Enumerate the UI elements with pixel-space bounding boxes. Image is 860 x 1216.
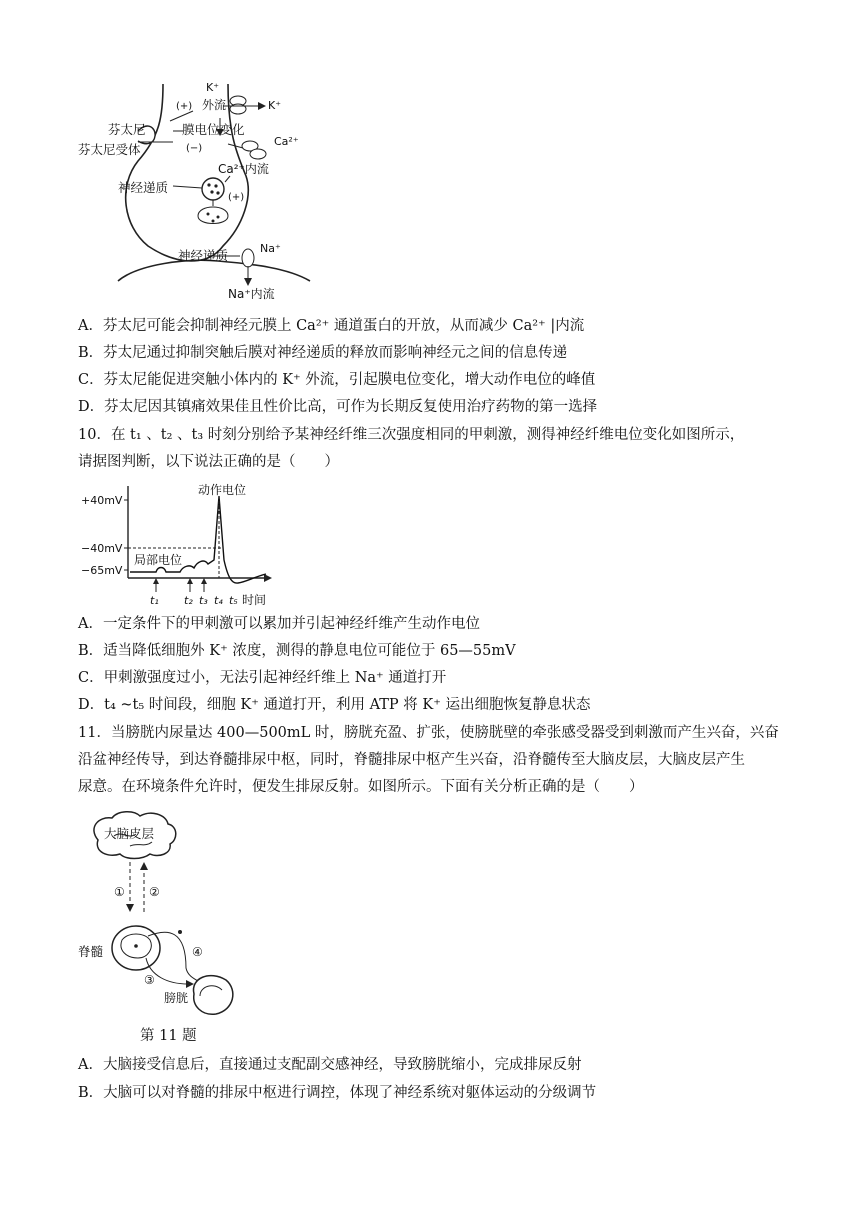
fig1-plus2: (+) (228, 192, 245, 203)
t4-label: t₄ (214, 594, 223, 607)
fig1-ca: Ca²⁺ (274, 135, 299, 148)
fig1-minus: (−) (186, 143, 203, 154)
fig1-fentanyl: 芬太尼 (108, 122, 146, 137)
q9-option-c: C．芬太尼能促进突触小体内的 K⁺ 外流，引起膜电位变化，增大动作电位的峰值 (78, 372, 596, 388)
q11-option-b: B．大脑可以对脊髓的排尿中枢进行调控，体现了神经系统对躯体运动的分级调节 (78, 1085, 597, 1101)
t5-label: t₅ (229, 594, 238, 607)
q11-stem-3: 尿意。在环境条件允许时，便发生排尿反射。如图所示。下面有关分析正确的是（ ） (78, 779, 644, 795)
fig1-receptor: 芬太尼受体 (78, 142, 141, 157)
t3-label: t₃ (199, 594, 208, 607)
y-label-top: +40mV (81, 494, 123, 507)
q11-stem-1: 11．当膀胱内尿量达 400—500mL 时，膀胱充盈、扩张，使膀胱壁的牵张感受器受到刺激而产生兴奋，兴奋 (78, 725, 779, 741)
y-label-low: −65mV (81, 564, 123, 577)
fig1-na: Na⁺ (260, 242, 281, 255)
fig1-k-right: K⁺ (268, 99, 282, 112)
q10-stem-2: 请据图判断，以下说法正确的是（ ） (78, 454, 339, 470)
synapse-figure (78, 76, 318, 306)
fig1-neurotransmitter2: 神经递质 (178, 248, 229, 263)
pathway-4-label: ④ (192, 945, 203, 959)
fig1-neurotransmitter: 神经递质 (118, 180, 169, 195)
y-label-mid: −40mV (81, 542, 123, 555)
q10-option-c: C．甲刺激强度过小，无法引起神经纤维上 Na⁺ 通道打开 (78, 670, 447, 686)
q11-stem-2: 沿盆神经传导，到达脊髓排尿中枢，同时，脊髓排尿中枢产生兴奋，沿脊髓传至大脑皮层，大脑皮层产生 (78, 752, 745, 768)
q9-option-d: D．芬太尼因其镇痛效果佳且性价比高，可作为长期反复使用治疗药物的第一选择 (78, 399, 598, 415)
pathway-1-label: ① (114, 885, 125, 899)
fig1-na-inflow: Na⁺内流 (228, 287, 275, 301)
spinal-label: 脊髓 (78, 944, 104, 959)
reflex-figure (78, 808, 238, 1018)
fig1-membrane-change: 膜电位变化 (182, 122, 245, 137)
t2-label: t₂ (184, 594, 193, 607)
fig1-ca-inflow: Ca²⁺内流 (218, 162, 269, 176)
fig1-plus1: (+) (176, 101, 193, 112)
q10-option-a: A．一定条件下的甲刺激可以累加并引起神经纤维产生动作电位 (78, 616, 480, 632)
pathway-3-label: ③ (144, 973, 155, 987)
bladder-label: 膀胱 (164, 991, 189, 1005)
figure-caption: 第 11 题 (140, 1028, 197, 1044)
q10-option-d: D．t₄ ~t₅ 时间段，细胞 K⁺ 通道打开，利用 ATP 将 K⁺ 运出细胞恢复静息状态 (78, 697, 591, 713)
t1-label: t₁ (150, 594, 159, 607)
q10-option-b: B．适当降低细胞外 K⁺ 浓度，测得的静息电位可能位于 65—55mV (78, 643, 516, 659)
cortex-label: 大脑皮层 (104, 826, 155, 841)
q9-option-a: A．芬太尼可能会抑制神经元膜上 Ca²⁺ 通道蛋白的开放，从而减少 Ca²⁺ |内流 (78, 318, 585, 334)
fig1-outflow: 外流 (202, 98, 227, 112)
local-potential-label: 局部电位 (134, 553, 183, 567)
action-potential-label: 动作电位 (198, 483, 247, 497)
pathway-2-label: ② (149, 885, 160, 899)
potential-chart (78, 480, 278, 610)
q10-stem-1: 10．在 t₁ 、t₂ 、t₃ 时刻分别给予某神经纤维三次强度相同的甲刺激，测得神经纤维电位变化如图所示， (78, 427, 745, 443)
x-label-time: 时间 (242, 593, 267, 607)
q9-option-b: B．芬太尼通过抑制突触后膜对神经递质的释放而影响神经元之间的信息传递 (78, 345, 568, 361)
fig1-k-top: K⁺ (206, 81, 220, 94)
q11-option-a: A．大脑接受信息后，直接通过支配副交感神经，导致膀胱缩小，完成排尿反射 (78, 1057, 582, 1073)
